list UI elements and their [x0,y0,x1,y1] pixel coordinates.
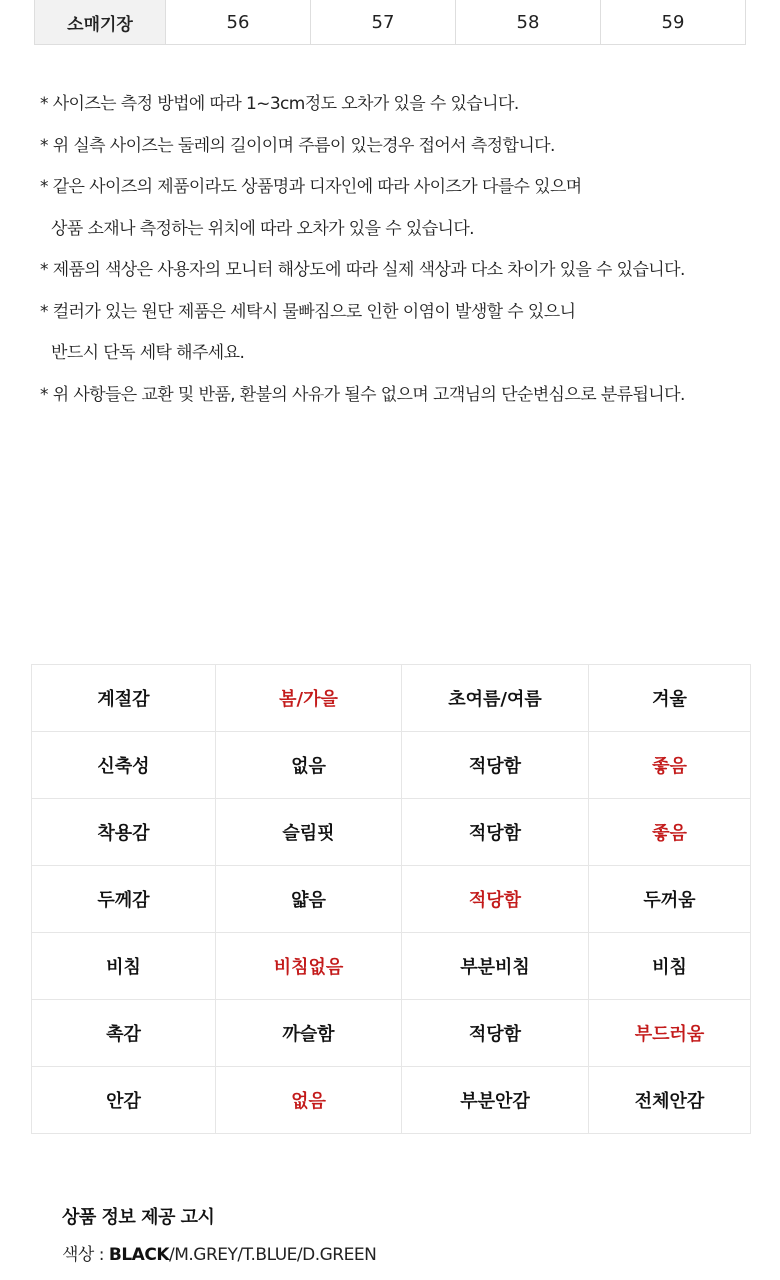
attribute-option: 적당함 [402,1000,589,1067]
attribute-label: 두께감 [32,866,216,933]
note-line: * 같은 사이즈의 제품이라도 상품명과 디자인에 따라 사이즈가 다를수 있으며 [40,177,582,197]
color-label: 색상 : [62,1245,109,1265]
attribute-option: 겨울 [589,665,751,732]
attribute-option: 부분안감 [402,1067,589,1134]
attribute-option: 봄/가을 [216,665,402,732]
attribute-option: 없음 [216,1067,402,1134]
attribute-option: 초여름/여름 [402,665,589,732]
attribute-label: 비침 [32,933,216,1000]
attribute-option: 슬림핏 [216,799,402,866]
attribute-row [32,1067,751,1134]
attribute-label: 착용감 [32,799,216,866]
attribute-option: 얇음 [216,866,402,933]
color-options: /M.GREY/T.BLUE/D.GREEN [169,1245,377,1265]
attribute-option: 좋음 [589,732,751,799]
attribute-row [32,665,751,732]
product-info-title: 상품 정보 제공 고시 [62,1207,215,1228]
attribute-label: 안감 [32,1067,216,1134]
attribute-option: 적당함 [402,866,589,933]
attribute-option: 부드러움 [589,1000,751,1067]
size-value: 58 [456,0,601,45]
size-notes [40,84,760,416]
attribute-row [32,866,751,933]
size-table [34,0,746,45]
product-color-line [62,1240,376,1265]
attribute-option: 좋음 [589,799,751,866]
size-value: 59 [601,0,746,45]
note-line: 반드시 단독 세탁 해주세요. [51,343,245,363]
color-selected: BLACK [108,1245,169,1265]
size-value: 57 [311,0,456,45]
note-line: 상품 소재나 측정하는 위치에 따라 오차가 있을 수 있습니다. [51,218,474,239]
attribute-label: 계절감 [32,665,216,732]
attribute-label: 촉감 [32,1000,216,1067]
note-line: * 컬러가 있는 원단 제품은 세탁시 물빠짐으로 인한 이염이 발생할 수 있으니 [40,301,576,322]
attribute-option: 적당함 [402,799,589,866]
size-value: 56 [166,0,311,45]
note-line: * 사이즈는 측정 방법에 따라 1~3cm정도 오차가 있을 수 있습니다. [40,94,519,114]
attribute-option: 두꺼움 [589,866,751,933]
attribute-row [32,732,751,799]
attribute-option: 비침없음 [216,933,402,1000]
attribute-option: 까슬함 [216,1000,402,1067]
attribute-row [32,799,751,866]
attribute-row [32,933,751,1000]
size-row-sleeve-length [35,0,746,45]
attribute-option: 부분비침 [402,933,589,1000]
attribute-option: 전체안감 [589,1067,751,1134]
attribute-row [32,1000,751,1067]
note-line: * 위 사항들은 교환 및 반품, 환불의 사유가 될수 없으며 고객님의 단순변심으로 분류됩니다. [40,384,685,405]
product-attribute-table [31,664,751,1134]
attribute-option: 비침 [589,933,751,1000]
attribute-option: 적당함 [402,732,589,799]
attribute-label: 신축성 [32,732,216,799]
attribute-option: 없음 [216,732,402,799]
note-line: * 제품의 색상은 사용자의 모니터 해상도에 따라 실제 색상과 다소 차이가 있을 수 있습니다. [40,260,685,280]
note-line: * 위 실측 사이즈는 둘레의 길이이며 주름이 있는경우 접어서 측정합니다. [40,135,555,156]
size-row-label: 소매기장 [35,0,166,45]
